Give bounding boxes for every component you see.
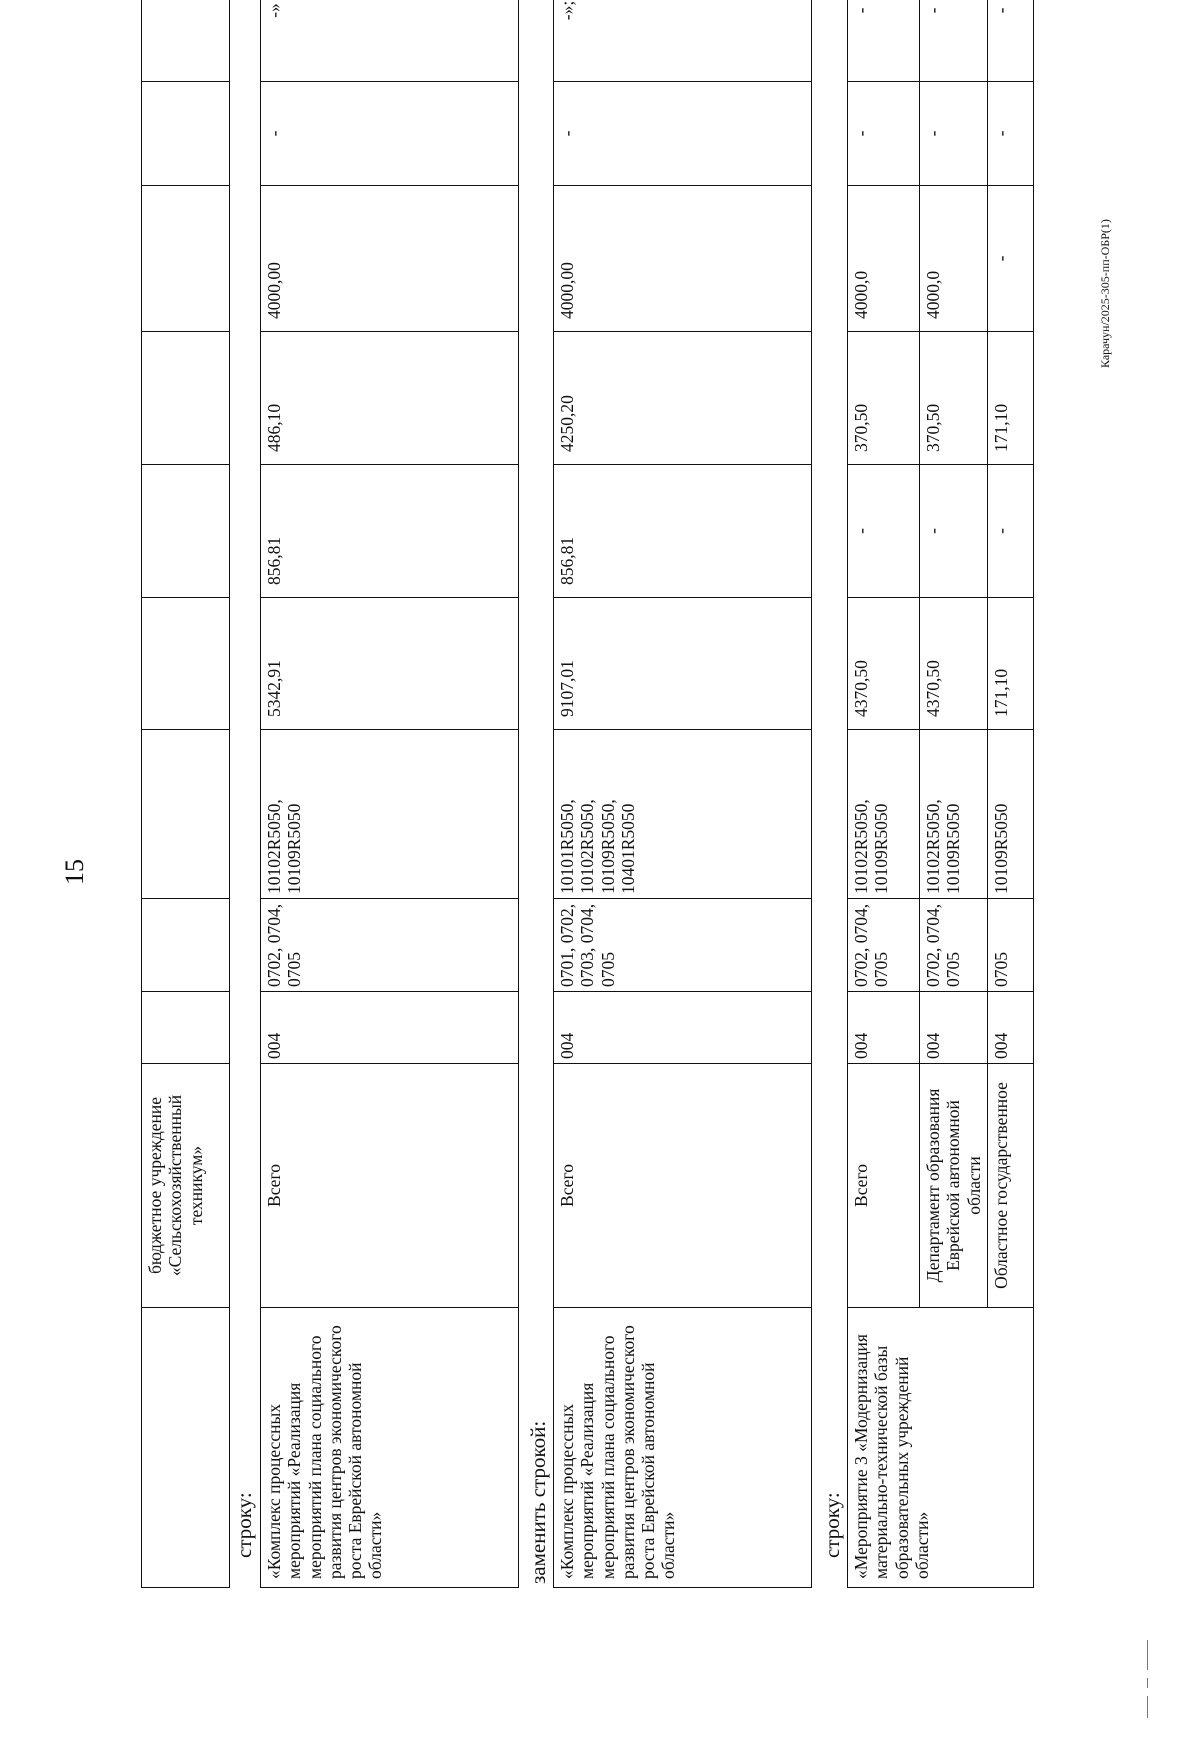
grbs-cell: 004	[920, 992, 988, 1064]
total-cell: 171,10	[988, 598, 1034, 730]
rzpr-cell: 0705	[988, 899, 1034, 992]
program-cell: «Мероприятие 3 «Модернизация материально-технической базы образовательных учреждений области»	[848, 1308, 1034, 1588]
year1-cell: -	[848, 465, 920, 598]
csr-cell: 10102R5050, 10109R5050	[261, 730, 519, 899]
head-row-name: бюджетное учреждение «Сельскохозяйственный техникум»	[142, 1064, 230, 1308]
grbs-cell: 004	[261, 992, 519, 1064]
table-row	[261, 0, 519, 1588]
block1-table	[260, 0, 519, 1588]
year4-cell: -	[261, 82, 519, 186]
year3-cell: 4000,0	[848, 186, 920, 332]
program-cell: «Комплекс процессных мероприятий «Реализация мероприятий плана социального развития центров экономического роста Еврейской автономной области»	[261, 1308, 519, 1588]
head-row-table	[141, 0, 230, 1588]
year4-cell: -	[920, 82, 988, 186]
year5-cell: -»	[261, 0, 519, 82]
executor-cell: Всего	[554, 1064, 812, 1308]
year1-cell: -	[988, 465, 1034, 598]
year5-cell: -	[988, 0, 1034, 82]
rzpr-cell: 0702, 0704, 0705	[920, 899, 988, 992]
year3-cell: 4000,0	[920, 186, 988, 332]
block2-table	[553, 0, 812, 1588]
rzpr-cell: 0701, 0702, 0703, 0704, 0705	[554, 899, 812, 992]
total-cell: 9107,01	[554, 598, 812, 730]
year4-cell: -	[848, 82, 920, 186]
page-number: 15	[60, 859, 89, 885]
year4-cell: -	[988, 82, 1034, 186]
total-cell: 5342,91	[261, 598, 519, 730]
year4-cell: -	[554, 82, 812, 186]
grbs-cell: 004	[848, 992, 920, 1064]
rzpr-cell: 0702, 0704, 0705	[261, 899, 519, 992]
block3-label: строку:	[820, 1492, 844, 1558]
block1-label: строку:	[232, 1492, 256, 1558]
year1-cell: 856,81	[261, 465, 519, 598]
block2-label: заменить строкой:	[526, 1420, 550, 1584]
year3-cell: -	[988, 186, 1034, 332]
total-cell: 4370,50	[848, 598, 920, 730]
scan-marks	[1138, 1628, 1140, 1718]
csr-cell: 10102R5050, 10109R5050	[848, 730, 920, 899]
year1-cell: -	[920, 465, 988, 598]
csr-cell: 10109R5050	[988, 730, 1034, 899]
executor-cell: Всего	[261, 1064, 519, 1308]
year5-cell: -»;	[554, 0, 812, 82]
csr-cell: 10101R5050, 10102R5050, 10109R5050, 10401R5050	[554, 730, 812, 899]
year2-cell: 486,10	[261, 332, 519, 465]
table-row	[848, 0, 920, 1588]
year2-cell: 370,50	[920, 332, 988, 465]
total-cell: 4370,50	[920, 598, 988, 730]
footer-code: Карачун/2025-305-пп-ОБР(1)	[1098, 219, 1112, 368]
table-row	[554, 0, 812, 1588]
block3-table	[847, 0, 1034, 1588]
year2-cell: 370,50	[848, 332, 920, 465]
year3-cell: 4000,00	[554, 186, 812, 332]
executor-cell: Областное государственное	[988, 1064, 1034, 1308]
grbs-cell: 004	[988, 992, 1034, 1064]
year5-cell: -	[848, 0, 920, 82]
year2-cell: 171,10	[988, 332, 1034, 465]
year5-cell: -	[920, 0, 988, 82]
year2-cell: 4250,20	[554, 332, 812, 465]
year1-cell: 856,81	[554, 465, 812, 598]
year3-cell: 4000,00	[261, 186, 519, 332]
rzpr-cell: 0702, 0704, 0705	[848, 899, 920, 992]
csr-cell: 10102R5050, 10109R5050	[920, 730, 988, 899]
executor-cell: Всего	[848, 1064, 920, 1308]
executor-cell: Департамент образования Еврейской автономной области	[920, 1064, 988, 1308]
program-cell: «Комплекс процессных мероприятий «Реализация мероприятий плана социального развития центров экономического роста Еврейской автономной области»	[554, 1308, 812, 1588]
grbs-cell: 004	[554, 992, 812, 1064]
